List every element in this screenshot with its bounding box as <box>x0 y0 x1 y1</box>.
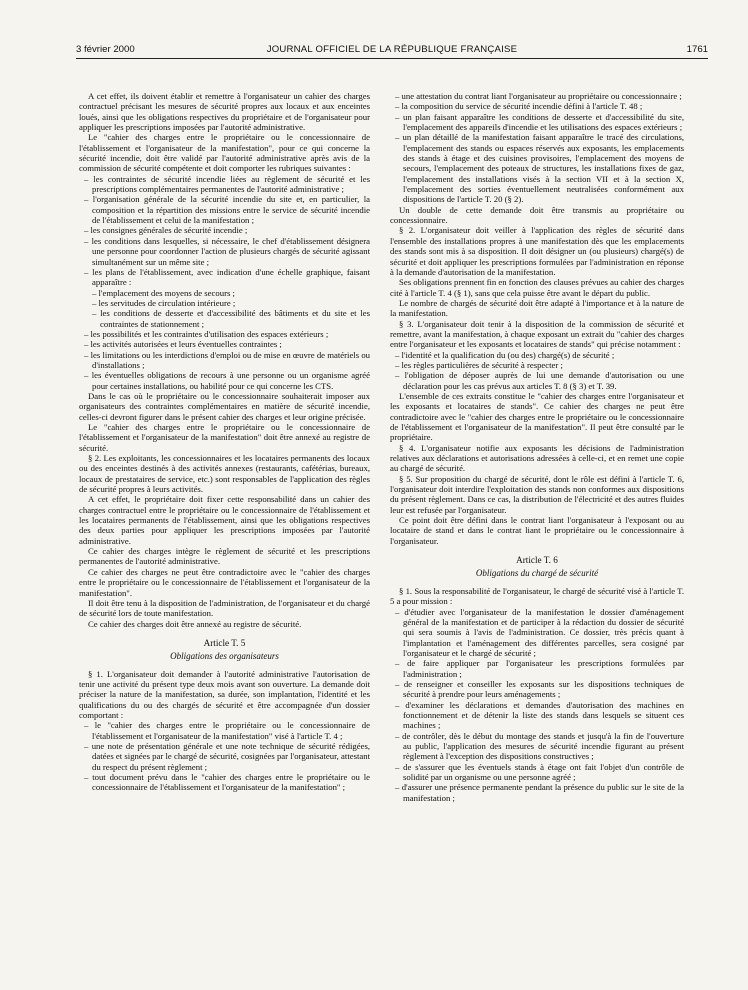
list-item: – une note de présentation générale et une note technique de sécurité rédigées, datées et signées par le chargé de sécurité, cosignées par l'organisateur, attestant du respect du présent règlement ; <box>79 741 370 772</box>
paragraph: A cet effet, ils doivent établir et remettre à l'organisateur un cahier des charges contractuel précisant les mesures de sécurité propres aux locaux et aux enceintes loués, ainsi que les obligations respectives du propriétaire et de l'organisateur pour appliquer les prescriptions imposées par l'autorité administrative. <box>79 91 370 133</box>
list-item: – les limitations ou les interdictions d'emploi ou de mise en œuvre de matériels ou d'installations ; <box>79 350 370 371</box>
paragraph: Il doit être tenu à la disposition de l'administration, de l'organisateur et du chargé de sécurité lors de toute manifestation. <box>79 597 370 619</box>
sub-list-item: – les conditions de desserte et d'accessibilité des bâtiments et du site et les contraintes de stationnement ; <box>79 308 370 329</box>
journal-title: JOURNAL OFFICIEL DE LA RÉPUBLIQUE FRANÇAISE <box>266 44 518 55</box>
list-item: – de renseigner et conseiller les exposants sur les dispositions techniques de sécurité à prendre pour leurs aménagements ; <box>390 679 684 700</box>
paragraph: A cet effet, le propriétaire doit fixer cette responsabilité dans un cahier des charges contractuel entre le propriétaire ou le concessionnaire de l'établissement et les locataires permanents de l'établissement, ainsi que les obligations respectives des deux parties pour appliquer les prescriptions imposées par l'autorité administrative. <box>79 494 370 546</box>
rubrics-list <box>79 174 370 391</box>
list-item: – les activités autorisées et leurs éventuelles contraintes ; <box>79 339 370 349</box>
paragraph: Dans le cas où le propriétaire ou le concessionnaire souhaiterait imposer aux organisateurs des contraintes complémentaires en matière de sécurité incendie, celles-ci devront figurer dans le présent cahier des charges et leur origine précisée. <box>79 390 370 422</box>
list-item: – un plan faisant apparaître les conditions de desserte et d'accessibilité du site, l'emplacement des appareils d'incendie et les utilisations des espaces extérieurs ; <box>390 112 684 133</box>
list-item: – les contraintes de sécurité incendie liées au règlement de sécurité et les prescriptions complémentaires permanentes de l'autorité administrative ; <box>79 174 370 195</box>
sub-list-item: – les servitudes de circulation intérieure ; <box>79 298 370 308</box>
paragraph: § 2. Les exploitants, les concessionnaires et les locataires permanents des locaux ou des enceintes destinés à des activités annexes (restaurants, cafétérias, bureaux, locaux de prestataires de service, etc.) sont responsables de l'application des règles de sécurité propres à leurs activités. <box>79 453 370 495</box>
list-item: – l'obligation de déposer auprès de lui une demande d'autorisation ou une déclaration pour les cas prévus aux articles T. 8 (§ 3) et T. 39. <box>390 370 684 391</box>
paragraph: Le "cahier des charges entre le propriétaire ou le concessionnaire de l'établissement et l'organisateur de la manifestation", pour ce qui concerne la sécurité incendie, doit être validé par l'autorité administrative après avis de la commission de sécurité compétente et doit comporter les rubriques suivantes : <box>79 132 370 174</box>
paragraph: § 1. L'organisateur doit demander à l'autorité administrative l'autorisation de tenir une activité du présent type deux mois avant son ouverture. La demande doit préciser la nature de la manifestation, sa durée, son implantation, l'identité et les qualifications du ou des chargés de sécurité et être accompagnée d'un dossier comportant : <box>79 668 370 720</box>
list-item: – de contrôler, dès le début du montage des stands et jusqu'à la fin de l'ouverture au public, l'application des mesures de sécurité incendie figurant au présent règlement à l'exception des dispositions constructives ; <box>390 731 684 762</box>
article-heading: Article T. 5 <box>203 637 246 648</box>
page-number: 1761 <box>686 44 708 55</box>
list-item: – de faire appliquer par l'organisateur les prescriptions formulées par l'administration ; <box>390 658 684 679</box>
article-subtitle: Obligations du chargé de sécurité <box>475 568 599 579</box>
article-subtitle: Obligations des organisateurs <box>170 651 279 662</box>
paragraph: Ce cahier des charges ne peut être contradictoire avec le "cahier des charges entre le propriétaire ou le concessionnaire de l'établissement et l'organisateur de la manifestation". <box>79 566 370 598</box>
header-rule <box>76 58 708 59</box>
list-item: – l'identité et la qualification du (ou des) chargé(s) de sécurité ; <box>390 350 684 360</box>
paragraph: L'ensemble de ces extraits constitue le "cahier des charges entre l'organisateur et les exposants et locataires de stands". Ce cahier des charges ne peut être contradictoire avec le "cahier des charges entre le propriétaire ou le concessionnaire de l'établissement et l'organisateur de la manifestation". Il peut être consulté par le propriétaire. <box>390 390 684 443</box>
list-item: – d'examiner les déclarations et demandes d'autorisation des machines en fonctionnement et de détenir la liste des stands dans lesquels se situent ces machines ; <box>390 700 684 731</box>
paragraph: § 4. L'organisateur notifie aux exposants les décisions de l'administration relatives aux déclarations et autorisations adressées à celle-ci, et en remet une copie au chargé de sécurité. <box>390 442 684 474</box>
list-item: – de s'assurer que les éventuels stands à étage ont fait l'objet d'un contrôle de solidité par un organisme ou une personne agréé ; <box>390 762 684 783</box>
paragraph: Ce point doit être défini dans le contrat liant l'organisateur à l'exposant ou au locataire de stand et dans le contrat liant le propriétaire ou le concessionnaire à l'organisateur. <box>390 515 684 546</box>
mission-list <box>390 607 684 804</box>
article-heading: Article T. 6 <box>516 555 558 566</box>
paragraph: § 1. Sous la responsabilité de l'organisateur, le chargé de sécurité visé à l'article T. 5 a pour mission : <box>390 585 684 607</box>
list-item: – une attestation du contrat liant l'organisateur au propriétaire ou concessionnaire ; <box>390 91 684 101</box>
paragraph: § 5. Sur proposition du chargé de sécurité, dont le rôle est défini à l'article T. 6, l'organisateur doit interdire l'exploitation des stands non conformes aux dispositions du présent règlement. Dans ce cas, la distribution de l'électricité et des autres fluides leur est refusée par l'organisateur. <box>390 473 684 515</box>
dossier-list <box>79 720 370 792</box>
list-item: – les possibilités et les contraintes d'utilisation des espaces extérieurs ; <box>79 329 370 339</box>
list-item: – les conditions dans lesquelles, si nécessaire, le chef d'établissement désignera une personne pour coordonner l'action de plusieurs chargés de sécurité agissant simultanément sur un même site ; <box>79 236 370 267</box>
sub-list-item: – l'emplacement des moyens de secours ; <box>79 288 370 298</box>
list-item: – les éventuelles obligations de recours à une personne ou un organisme agréé pour certaines installations, ou habilité pour ce qui concerne les CTS. <box>79 370 370 391</box>
list-item: – un plan détaillé de la manifestation faisant apparaître le tracé des circulations, l'emplacement des stands ou espaces réservés aux exposants, les emplacements des stands à étage et des cuisines provisoires, l'emplacement des moyens de secours, l'emplacement des poteaux de structures, les installations fixes de gaz, l'emplacement des installations visés à la section VII et à la section X, l'emplacement des sorties éventuellement neutralisées conformément aux dispositions de l'article T. 20 (§ 2). <box>390 132 684 204</box>
paragraph: Le "cahier des charges entre le propriétaire ou le concessionnaire de l'établissement et l'organisateur de la manifestation" doit être annexé au registre de sécurité. <box>79 422 370 453</box>
list-item: – la composition du service de sécurité incendie défini à l'article T. 48 ; <box>390 101 684 111</box>
list-item: – le "cahier des charges entre le propriétaire ou le concessionnaire de l'établissement et l'organisateur de la manifestation" visé à l'article T. 4 ; <box>79 720 370 741</box>
paragraph: Le nombre de chargés de sécurité doit être adapté à l'importance et à la nature de la manifestation. <box>390 297 684 319</box>
list-item: – tout document prévu dans le "cahier des charges entre le propriétaire ou le concessionnaire de l'établissement et l'organisateur de la manifestation" ; <box>79 772 370 793</box>
paragraph: Ce cahier des charges doit être annexé au registre de sécurité. <box>88 618 302 629</box>
list-item: – les règles particulières de sécurité à respecter ; <box>390 360 684 370</box>
paragraph: Ses obligations prennent fin en fonction des clauses prévues au cahier des charges cité à l'article T. 4 (§ 1), sans que cela puisse être avant le départ du public. <box>390 277 684 298</box>
dossier-list-continued <box>390 91 684 205</box>
list-item: – les consignes générales de sécurité incendie ; <box>79 225 370 235</box>
left-column <box>79 91 370 793</box>
page-header <box>76 44 708 58</box>
header-date: 3 février 2000 <box>76 44 135 55</box>
list-item: – les plans de l'établissement, avec indication d'une échelle graphique, faisant apparaître : <box>79 267 370 288</box>
list-item: – d'assurer une présence permanente pendant la présence du public sur le site de la manifestation ; <box>390 782 684 803</box>
paragraph: Ce cahier des charges intègre le règlement de sécurité et les prescriptions permanentes de l'autorité administrative. <box>79 546 370 567</box>
paragraph: § 3. L'organisateur doit tenir à la disposition de la commission de sécurité et remettre, avant la manifestation, à chaque exposant un extrait du "cahier des charges entre l'organisateur et les exposants et locataires de stands" qui précise notamment : <box>390 318 684 350</box>
list-item: – l'organisation générale de la sécurité incendie du site et, en particulier, la composition et la répartition des missions entre le service de sécurité incendie de l'établissement et celui de la manifestation ; <box>79 194 370 225</box>
right-column <box>390 91 684 803</box>
list-item: – d'étudier avec l'organisateur de la manifestation le dossier d'aménagement général de la manifestation et de participer à la rédaction du dossier de sécurité qui sera soumis à l'avis de l'administration. Ce dossier, très précis quant à l'implantation et l'aménagement des différentes parcelles, sera cosigné par l'organisateur et le chargé de sécurité ; <box>390 607 684 659</box>
paragraph: § 2. L'organisateur doit veiller à l'application des règles de sécurité dans l'ensemble des installations propres à une manifestation dès que les emplacements des stands sont mis à sa disposition. Il doit désigner un (ou plusieurs) chargé(s) de sécurité et doit appliquer les prescriptions formulées par l'administration en réponse à la demande d'autorisation de la manifestation. <box>390 225 684 277</box>
extract-list <box>390 350 684 391</box>
paragraph: Un double de cette demande doit être transmis au propriétaire ou concessionnaire. <box>390 204 684 226</box>
